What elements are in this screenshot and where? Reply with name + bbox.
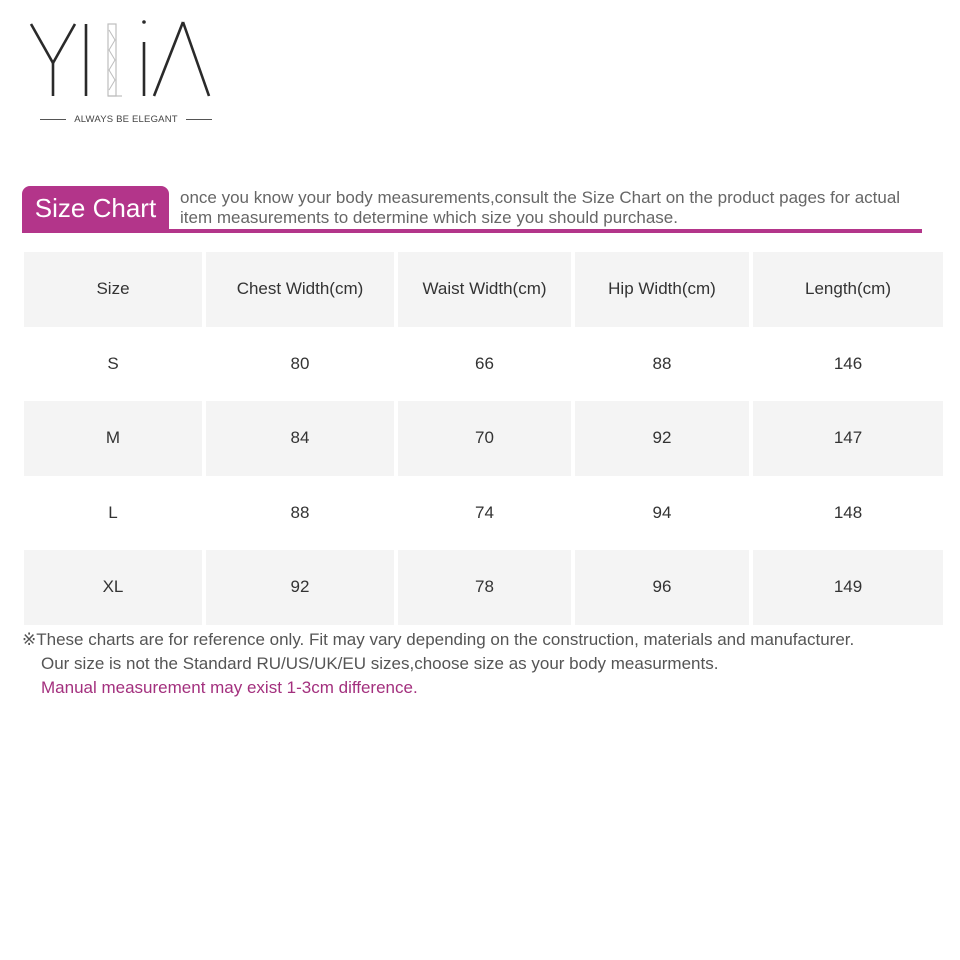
cell-size: L: [108, 502, 118, 522]
size-chart-description: once you know your body measurements,consult the Size Chart on the product pages for actual item measurements to determine which size you should purchase.: [180, 188, 901, 227]
table-row: [24, 327, 943, 402]
cell-hip: 96: [575, 550, 749, 625]
cell-chest: 92: [206, 550, 394, 625]
cell-waist: 78: [398, 550, 571, 625]
cell-length: 146: [833, 353, 863, 373]
cell-hip: 88: [652, 353, 672, 373]
note-standard-sizes: Our size is not the Standard RU/US/UK/EU sizes,choose size as your body measurments.: [41, 654, 719, 673]
brand-logo-mark: [26, 18, 218, 104]
tagline-rule-left: [40, 119, 66, 120]
column-header-hip: Hip Width(cm): [575, 252, 749, 327]
size-chart-header: [22, 186, 922, 233]
tagline-text: ALWAYS BE ELEGANT: [74, 114, 178, 125]
table-row: [24, 401, 943, 476]
cell-waist: 74: [475, 502, 494, 522]
note-reference: ※These charts are for reference only. Fit may vary depending on the construction, materials and manufacturer.: [22, 630, 855, 649]
column-header-waist: Waist Width(cm): [398, 252, 571, 327]
cell-size: M: [24, 401, 202, 476]
brand-tagline: [40, 114, 212, 125]
cell-length: 148: [833, 502, 863, 522]
cell-chest: 88: [290, 502, 310, 522]
table-header-row: [24, 252, 943, 327]
size-notes: [22, 628, 942, 700]
table-row: [24, 476, 943, 551]
size-chart-title: Size Chart: [22, 186, 169, 231]
cell-length: 147: [753, 401, 943, 476]
cell-waist: 70: [398, 401, 571, 476]
column-header-length: Length(cm): [753, 252, 943, 327]
header-divider: [22, 229, 922, 233]
cell-chest: 80: [290, 353, 310, 373]
column-header-size: Size: [24, 252, 202, 327]
cell-size: S: [107, 353, 119, 373]
table-row: [24, 550, 943, 625]
column-header-chest: Chest Width(cm): [206, 252, 394, 327]
tagline-rule-right: [186, 119, 212, 120]
cell-hip: 94: [652, 502, 672, 522]
note-measurement-difference: Manual measurement may exist 1-3cm difference.: [41, 678, 418, 697]
cell-waist: 66: [475, 353, 494, 373]
cell-length: 149: [753, 550, 943, 625]
cell-hip: 92: [575, 401, 749, 476]
cell-size: XL: [24, 550, 202, 625]
cell-chest: 84: [206, 401, 394, 476]
size-table: [20, 252, 947, 625]
